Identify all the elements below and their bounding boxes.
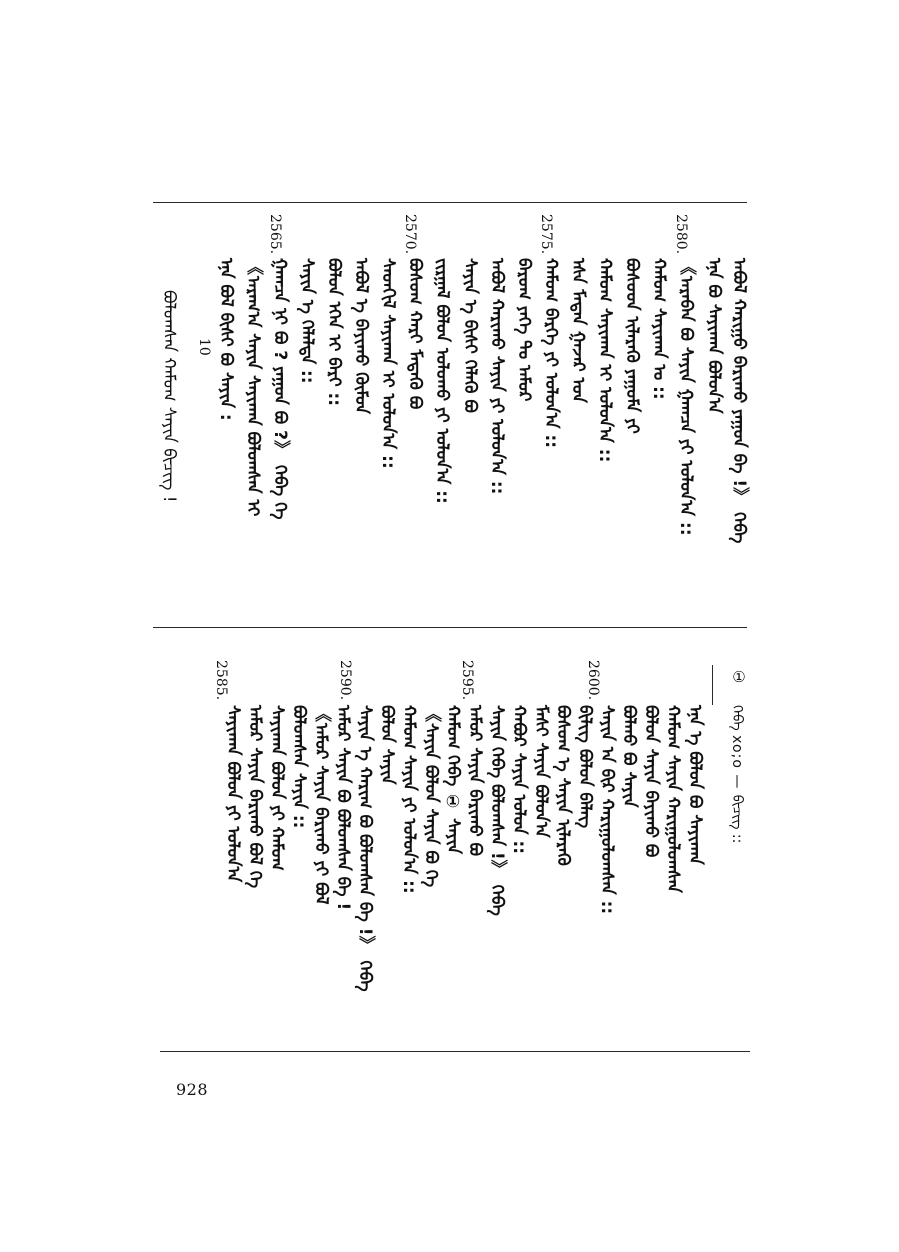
text-column: ᠡᠨᠡ ᠡ ᠪᠤᠯᠤᠨ ᠪᠤ ᠰᠠᠶᠢᠬᠠᠨ (685, 705, 705, 865)
footnote-rule (712, 665, 713, 705)
line-number: 2585. (213, 660, 229, 701)
text-column: ᠪᠤᠯᠤᠨ ᠡᠬᠡᠨ ᠢ ᠪᠠᠷᠢ :: (324, 258, 344, 407)
text-column: ᠬᠠᠮᠤᠭ ᠭᠡᠪᠡ ① ᠰᠠᠶᠢᠨ (443, 705, 463, 855)
text-column: ᠠᠮᠤᠷ ᠰᠠᠶᠢᠨ ᠪᠠᠷᠢᠬᠤ ᠪᠤ (465, 705, 485, 857)
top-rule (153, 202, 747, 203)
text-column: ᠰᠡᠳᠬᠢᠯ ᠰᠠᠶᠢᠬᠠᠨ ᠢ ᠤᠯᠤᠨ᠎ᠠ :: (378, 258, 398, 469)
page-number: 928 (176, 1080, 209, 1099)
middle-rule (153, 627, 747, 628)
text-column: ᠵᠢᠷᠭᠠᠯ ᠪᠤᠯᠤᠨ ᠤᠯᠤᠬᠤ ᠶᠢ ᠤᠯᠤᠨ᠎ᠠ :: (432, 258, 452, 504)
line-number: 2595. (459, 660, 475, 701)
line-number: 2570. (402, 214, 418, 255)
line-number: 2590. (337, 660, 353, 701)
text-column: ᠠᠪᠤᠯ ᠬᠠᠷᠢᠭᠤ ᠪᠠᠷᠢᠬᠤ ᠶᠠᠭᠤᠨ ᠪᠠ !》 ᠭᠡᠪᠡ (729, 258, 749, 544)
text-column: ᠰᠠᠶᠢᠨ ᠠ ᠪᠢᠷ ᠬᠠᠷᠢᠭᠤᠯᠤᠭᠰᠠᠨ :: (597, 705, 617, 915)
text-column: ᠪᠤᠯᠤᠨ ᠰᠠᠶᠢᠨ (377, 705, 397, 785)
text-column: ᠠᠮᠤᠷ ᠰᠠᠶᠢᠨ ᠪᠤ ᠪᠤᠯᠤᠭᠰᠠᠨ ᠪᠠ ! (333, 705, 353, 911)
text-column: 《ᠠᠮᠤᠷ ᠰᠠᠶᠢᠨ ᠪᠠᠷᠢᠬᠤ ᠶᠢ ᠪᠤᠯ (311, 705, 331, 905)
text-column: ᠪᠤᠰᠤᠭ ᠬᠠᠷᠢ ᠮᠡᠳᠡᠬᠦ ᠪᠤ (405, 258, 425, 410)
running-footer: ᠪᠤᠯᠤᠭᠰᠠᠨ ᠬᠠᠮᠤᠭ ᠰᠠᠶᠢᠨ ᠪᠢᠴᠢᠭ ! (159, 290, 179, 503)
text-column: ᠰᠠᠶᠢᠨ ᠭᠡᠪᠡ ᠪᠤᠯᠤᠭᠰᠠᠨ !》 ᠭᠡᠪᠡ (487, 705, 507, 916)
text-column: ᠰᠠᠶᠢᠬᠠᠨ ᠪᠤᠯᠤᠨ ᠶᠢ ᠬᠠᠮᠤᠭ (267, 705, 287, 871)
text-column: 《ᠠᠷᠠᠭ᠎ᠠ ᠰᠠᠶᠢᠨ ᠰᠠᠶᠢᠬᠠᠨ ᠪᠤᠯᠤᠭᠰᠠᠨ ᠢ (243, 258, 263, 517)
text-column: ᠭᠠᠭᠴᠠ ᠨᠢ ᠪᠤ ? ᠶᠠᠭᠤᠨ ᠪᠤ ?》 ᠭᠡᠪᠡ ᠬᠡ (270, 258, 290, 520)
footnote-marker: ① (730, 668, 748, 686)
text-column: ᠰᠠᠶᠢᠨ ᠡ ᠬᠠᠷᠢᠭ ᠪᠤ ᠪᠤᠯᠤᠭᠰᠠᠨ ᠪᠠ !》 ᠭᠡᠪᠡ (355, 705, 375, 992)
text-column: 《ᠠᠷᠠᠪᠠᠨ ᠪᠤ ᠰᠠᠶᠢᠨ ᠭᠠᠭᠴᠠ ᠶᠢ ᠤᠯᠤᠨ᠎ᠠ :: (676, 258, 696, 536)
text-column: ᠬᠠᠮᠤᠭ ᠰᠠᠶᠢᠬᠠᠨ ᠤ :: (649, 258, 669, 400)
text-column: ᠡᠨᠡ ᠪᠤᠯ ᠪᠢᠰᠢ ᠪᠤ ᠰᠠᠶᠢᠨ : (216, 258, 236, 421)
line-number: 2565. (267, 214, 283, 255)
text-column: ᠪᠤᠰᠤᠭ ᠡ ᠰᠠᠶᠢᠨ ᠢᠯᠡᠷᠡᠬᠦ (553, 705, 573, 866)
text-column: ᠠᠪᠤᠯ ᠡ ᠪᠠᠶᠢᠬᠤ ᠬᠦᠮᠦᠨ (351, 258, 371, 414)
text-column: ᠪᠤᠯᠤᠨ ᠰᠠᠶᠢᠨ ᠪᠠᠶᠢᠬᠤ ᠪᠤ (641, 705, 661, 858)
text-column: 《ᠰᠠᠶᠢᠨ ᠪᠤᠯᠤᠨ ᠰᠠᠶᠢᠨ ᠪᠤ ᠬᠡ (421, 705, 441, 888)
text-column: ᠬᠠᠪᠤᠷ ᠰᠠᠶᠢᠨ ᠤᠯᠤᠨ :: (509, 705, 529, 855)
text-column: ᠡᠨᠡ ᠪᠤ ᠰᠠᠶᠢᠬᠠᠨ ᠪᠤᠯᠤᠨ᠎ᠠ (704, 258, 724, 414)
footnote-text: ᠭᠡᠪᠡ xo;o — ᠪᠢᠴᠢᠭ᠌ :: (729, 705, 745, 844)
text-column: ᠠᠮᠤᠷ ᠰᠠᠶᠢᠨ ᠪᠠᠷᠢᠬᠤ ᠪᠤᠯ ᠬᠡ (245, 705, 265, 889)
text-column: ᠮᠠᠰᠢ ᠰᠠᠶᠢᠨ ᠪᠤᠯᠤᠨ᠎ᠠ (531, 705, 551, 838)
text-column: ᠬᠠᠮᠤᠭ ᠰᠠᠶᠢᠨ ᠬᠠᠷᠢᠭᠤᠯᠤᠭᠰᠠᠨ (663, 705, 683, 893)
text-column: ᠠᠪᠤᠯ ᠬᠠᠷᠢᠬᠤ ᠰᠠᠶᠢᠨ ᠶᠢ ᠤᠯᠤᠨ᠎ᠠ :: (487, 258, 507, 495)
bottom-rule (160, 1051, 750, 1052)
line-number: 2580. (673, 214, 689, 255)
text-column: ᠰᠠᠶᠢᠨ ᠡ ᠬᠡᠯᠡᠯᠲᠡ :: (297, 258, 317, 384)
text-column: ᠪᠠᠷᠤᠭ ᠶᠡᠬᠡ ᠲᠤ ᠠᠮᠤᠷ (514, 258, 534, 402)
text-column: ᠡᠰᠡ ᠮᠡᠳᠡᠨ ᠭᠠᠵᠠᠷ ᠤᠨ (568, 258, 588, 403)
text-column: ᠪᠤᠯᠬᠤ ᠪᠤ ᠰᠠᠶᠢᠨ (619, 705, 639, 808)
text-column: ᠰᠠᠶᠢᠬᠠᠨ ᠪᠤᠯᠤᠨ ᠶᠢ ᠤᠯᠤᠨ᠎ᠠ (223, 705, 243, 883)
text-column: ᠪᠤᠯᠤᠭᠰᠠᠨ ᠰᠠᠶᠢᠨ :: (289, 705, 309, 829)
text-column: ᠬᠠᠮᠤᠭ ᠪᠡᠷᠬᠡ ᠶᠢ ᠤᠯᠤᠨ᠎ᠠ :: (541, 258, 561, 449)
folio: 10 (196, 338, 212, 356)
line-number: 2575. (538, 214, 554, 255)
line-number: 2600. (585, 660, 601, 701)
text-column: ᠪᠤᠰᠤᠳ ᠢᠯᠡᠷᠡᠬᠦ ᠶᠠᠭᠤᠮᠠ ᠶᠢ (622, 258, 642, 434)
text-column: ᠪᠢᠯᠢᠭ ᠪᠤᠯᠤᠨ ᠪᠡᠯᠡᠭ (575, 705, 595, 829)
text-column: ᠰᠠᠶᠢᠨ ᠡ ᠪᠢᠰᠢ ᠬᠡᠯᠡᠬᠦ ᠪᠤ (460, 258, 480, 413)
text-column: ᠬᠠᠮᠤᠭ ᠰᠠᠶᠢᠨ ᠶᠢ ᠤᠯᠤᠨ᠎ᠠ :: (399, 705, 419, 894)
text-column: ᠬᠠᠮᠤᠭ ᠰᠠᠶᠢᠬᠠᠨ ᠢ ᠤᠯᠤᠨ᠎ᠠ :: (595, 258, 615, 463)
